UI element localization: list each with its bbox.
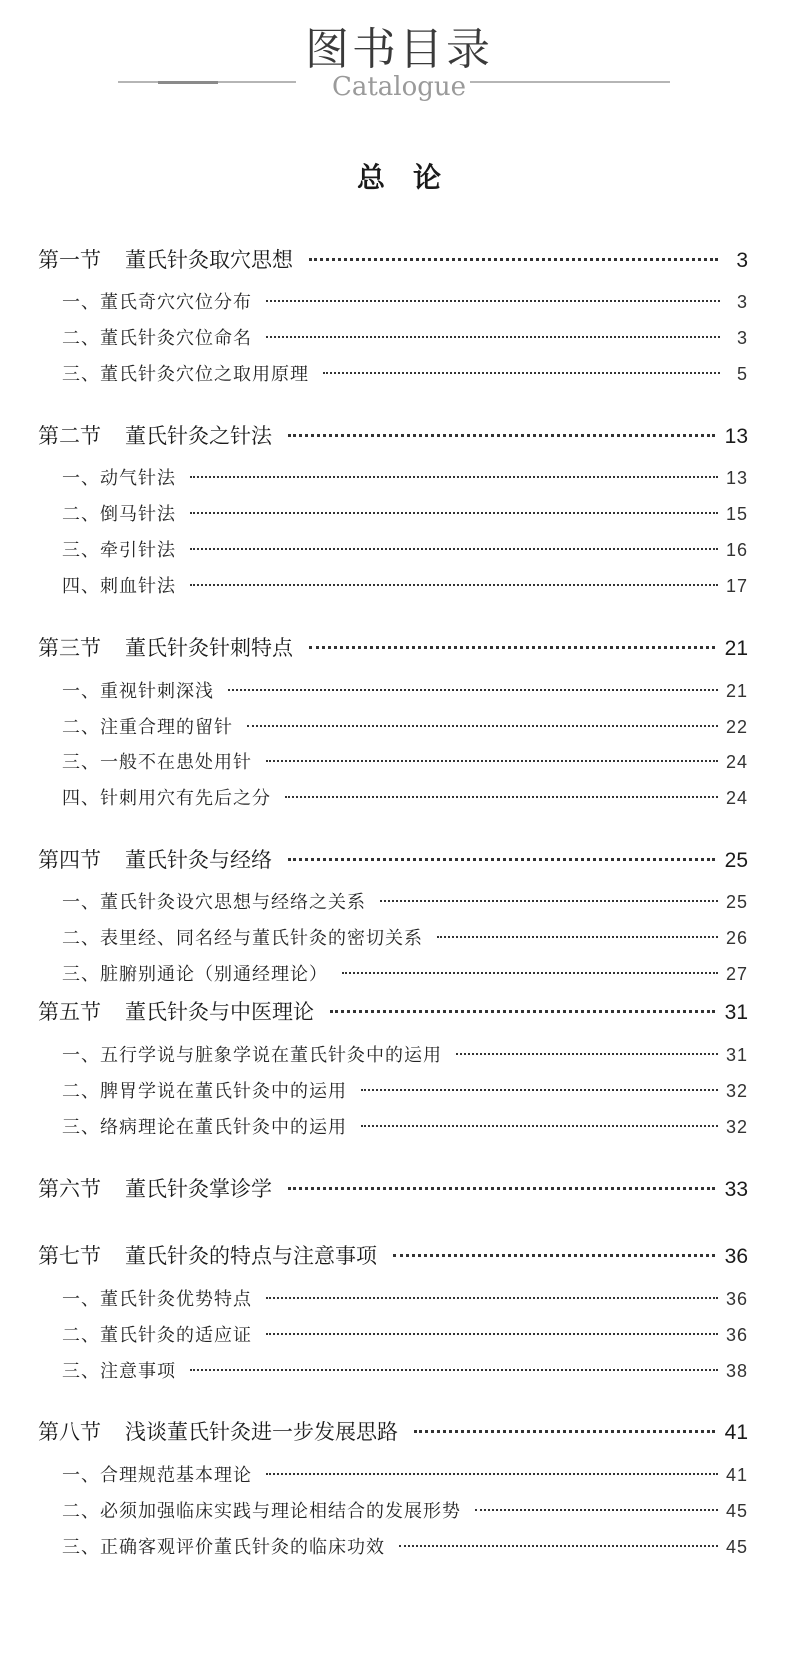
- toc-page-number: 27: [725, 964, 748, 984]
- toc-section-number: 第四节: [38, 848, 101, 872]
- toc-subsection-title: 二、脾胃学说在董氏针灸中的运用: [62, 1081, 347, 1102]
- toc-subsection-row: [62, 924, 748, 950]
- part-heading: 总论: [356, 161, 469, 194]
- toc-dot-leader: [266, 1333, 718, 1335]
- toc-subsection-title: 一、合理规范基本理论: [62, 1465, 252, 1486]
- toc-page-number: 3: [736, 292, 748, 312]
- toc-subsection-row: [62, 464, 748, 490]
- toc-section-name: 董氏针灸掌诊学: [125, 1177, 272, 1201]
- toc-section-row: [38, 1416, 748, 1446]
- toc-dot-leader: [247, 725, 718, 727]
- toc-dot-leader: [266, 1473, 718, 1475]
- toc-dot-leader: [309, 646, 715, 649]
- toc-dot-leader: [323, 372, 720, 374]
- toc-subsection-title: 一、动气针法: [62, 468, 176, 489]
- toc-page-number: 41: [725, 1465, 748, 1485]
- toc-section-row: [38, 1240, 748, 1270]
- toc-dot-leader: [361, 1125, 718, 1127]
- toc-subsection-row: [62, 960, 748, 986]
- toc-section-row: [38, 844, 748, 874]
- toc-page-number: 16: [725, 540, 748, 560]
- toc-section-number: 第八节: [38, 1420, 101, 1444]
- toc-section-name: 董氏针灸与经络: [125, 848, 272, 872]
- toc-page-number: 24: [725, 752, 748, 772]
- toc-section-title: [38, 844, 272, 874]
- toc-page-number: 32: [725, 1081, 748, 1101]
- toc-page-number: 21: [725, 681, 748, 701]
- toc-dot-leader: [288, 1187, 715, 1190]
- toc-subsection-row: [62, 888, 748, 914]
- toc-subsection-title: 四、针刺用穴有先后之分: [62, 788, 271, 809]
- toc-dot-leader: [380, 900, 718, 902]
- toc-dot-leader: [190, 548, 718, 550]
- toc-dot-leader: [266, 760, 718, 762]
- toc-subsection-row: [62, 324, 748, 350]
- toc-dot-leader: [393, 1254, 715, 1257]
- toc-subsection-row: [62, 1113, 748, 1139]
- toc-page-number: 22: [725, 717, 748, 737]
- toc-dot-leader: [190, 584, 718, 586]
- toc-subsection-title: 三、一般不在患处用针: [62, 752, 252, 773]
- toc-page-number: 5: [736, 364, 748, 384]
- toc-page-number: 32: [725, 1117, 748, 1137]
- toc-section-row: [38, 244, 748, 274]
- toc-section-title: [38, 244, 293, 274]
- toc-page-number: 24: [725, 788, 748, 808]
- toc-subsection-row: [62, 288, 748, 314]
- toc-dot-leader: [309, 258, 718, 261]
- toc-subsection-row: [62, 536, 748, 562]
- toc-page-number: 33: [724, 1178, 748, 1201]
- toc-dot-leader: [266, 336, 720, 338]
- toc-subsection-row: [62, 572, 748, 598]
- toc-section-title: [38, 632, 293, 662]
- toc-subsection-row: [62, 1077, 748, 1103]
- toc-dot-leader: [288, 434, 715, 437]
- toc-section-number: 第一节: [38, 248, 101, 272]
- toc-dot-leader: [475, 1509, 718, 1511]
- toc-subsection-title: 一、重视针刺深浅: [62, 681, 214, 702]
- toc-subsection-row: [62, 1357, 748, 1383]
- toc-subsection-row: [62, 677, 748, 703]
- toc-page-number: 21: [724, 637, 748, 660]
- toc-subsection-title: 二、倒马针法: [62, 504, 176, 525]
- toc-subsection-title: 一、董氏奇穴穴位分布: [62, 292, 252, 313]
- toc-subsection-title: 三、董氏针灸穴位之取用原理: [62, 364, 309, 385]
- toc-page-number: 15: [725, 504, 748, 524]
- page-title: 图书目录: [305, 24, 493, 75]
- toc-dot-leader: [266, 300, 720, 302]
- toc-page-number: 36: [724, 1245, 748, 1268]
- toc-section-number: 第五节: [38, 1000, 101, 1024]
- toc-section-title: [38, 1173, 272, 1203]
- toc-section-title: [38, 420, 272, 450]
- toc-subsection-row: [62, 1533, 748, 1559]
- toc-page-number: 17: [725, 576, 748, 596]
- toc-subsection-title: 三、正确客观评价董氏针灸的临床功效: [62, 1537, 385, 1558]
- toc-subsection-title: 四、刺血针法: [62, 576, 176, 597]
- toc-section-row: [38, 632, 748, 662]
- toc-section-title: [38, 1416, 398, 1446]
- toc-subsection-row: [62, 784, 748, 810]
- toc-page-number: 3: [736, 328, 748, 348]
- toc-dot-leader: [330, 1010, 715, 1013]
- toc-dot-leader: [414, 1430, 715, 1433]
- toc-page-number: 26: [725, 928, 748, 948]
- toc-subsection-row: [62, 1041, 748, 1067]
- toc-page-number: 41: [724, 1421, 748, 1444]
- toc-subsection-row: [62, 360, 748, 386]
- toc-section-row: [38, 996, 748, 1026]
- toc-subsection-title: 一、董氏针灸设穴思想与经络之关系: [62, 892, 366, 913]
- toc-dot-leader: [456, 1053, 718, 1055]
- toc-dot-leader: [190, 1369, 718, 1371]
- toc-section-title: [38, 1240, 377, 1270]
- toc-section-title: [38, 996, 314, 1026]
- toc-page-number: 36: [725, 1325, 748, 1345]
- toc-page-number: 3: [736, 249, 748, 272]
- toc-page-number: 45: [725, 1537, 748, 1557]
- toc-subsection-title: 二、注重合理的留针: [62, 717, 233, 738]
- toc-subsection-row: [62, 500, 748, 526]
- toc-dot-leader: [266, 1297, 718, 1299]
- toc-dot-leader: [285, 796, 718, 798]
- toc-subsection-title: 三、牵引针法: [62, 540, 176, 561]
- toc-section-row: [38, 1173, 748, 1203]
- toc-subsection-title: 三、脏腑别通论（别通经理论）: [62, 964, 328, 985]
- toc-dot-leader: [361, 1089, 718, 1091]
- toc-page-number: 45: [725, 1501, 748, 1521]
- toc-page-number: 25: [725, 892, 748, 912]
- toc-section-name: 董氏针灸针刺特点: [125, 636, 293, 660]
- toc-section-row: [38, 420, 748, 450]
- toc-section-name: 董氏针灸的特点与注意事项: [125, 1244, 377, 1268]
- toc-page-number: 38: [725, 1361, 748, 1381]
- toc-subsection-row: [62, 1497, 748, 1523]
- toc-subsection-row: [62, 1285, 748, 1311]
- toc-dot-leader: [190, 512, 718, 514]
- toc-page-number: 31: [725, 1045, 748, 1065]
- toc-subsection-row: [62, 1321, 748, 1347]
- toc-page-number: 13: [725, 468, 748, 488]
- page-subtitle: Catalogue: [331, 72, 467, 102]
- toc-subsection-title: 一、董氏针灸优势特点: [62, 1289, 252, 1310]
- toc-page-number: 31: [724, 1001, 748, 1024]
- toc-subsection-title: 二、董氏针灸的适应证: [62, 1325, 252, 1346]
- toc-section-number: 第六节: [38, 1177, 101, 1201]
- toc-page-number: 13: [724, 425, 748, 448]
- toc-subsection-row: [62, 748, 748, 774]
- toc-section-name: 董氏针灸与中医理论: [125, 1000, 314, 1024]
- toc-subsection-title: 三、络病理论在董氏针灸中的运用: [62, 1117, 347, 1138]
- toc-section-name: 董氏针灸取穴思想: [125, 248, 293, 272]
- toc-dot-leader: [399, 1545, 718, 1547]
- toc-section-number: 第二节: [38, 424, 101, 448]
- toc-dot-leader: [342, 972, 718, 974]
- toc-subsection-row: [62, 713, 748, 739]
- toc-section-number: 第七节: [38, 1244, 101, 1268]
- toc-subsection-row: [62, 1461, 748, 1487]
- toc-dot-leader: [288, 858, 715, 861]
- toc-section-number: 第三节: [38, 636, 101, 660]
- toc-subsection-title: 二、必须加强临床实践与理论相结合的发展形势: [62, 1501, 461, 1522]
- toc-subsection-title: 一、五行学说与脏象学说在董氏针灸中的运用: [62, 1045, 442, 1066]
- toc-dot-leader: [190, 476, 718, 478]
- toc-subsection-title: 三、注意事项: [62, 1361, 176, 1382]
- toc-subsection-title: 二、董氏针灸穴位命名: [62, 328, 252, 349]
- toc-section-name: 浅谈董氏针灸进一步发展思路: [125, 1420, 398, 1444]
- toc-dot-leader: [437, 936, 718, 938]
- toc-section-name: 董氏针灸之针法: [125, 424, 272, 448]
- toc-subsection-title: 二、表里经、同名经与董氏针灸的密切关系: [62, 928, 423, 949]
- toc-page-number: 25: [724, 849, 748, 872]
- toc-dot-leader: [228, 689, 718, 691]
- toc-page-number: 36: [725, 1289, 748, 1309]
